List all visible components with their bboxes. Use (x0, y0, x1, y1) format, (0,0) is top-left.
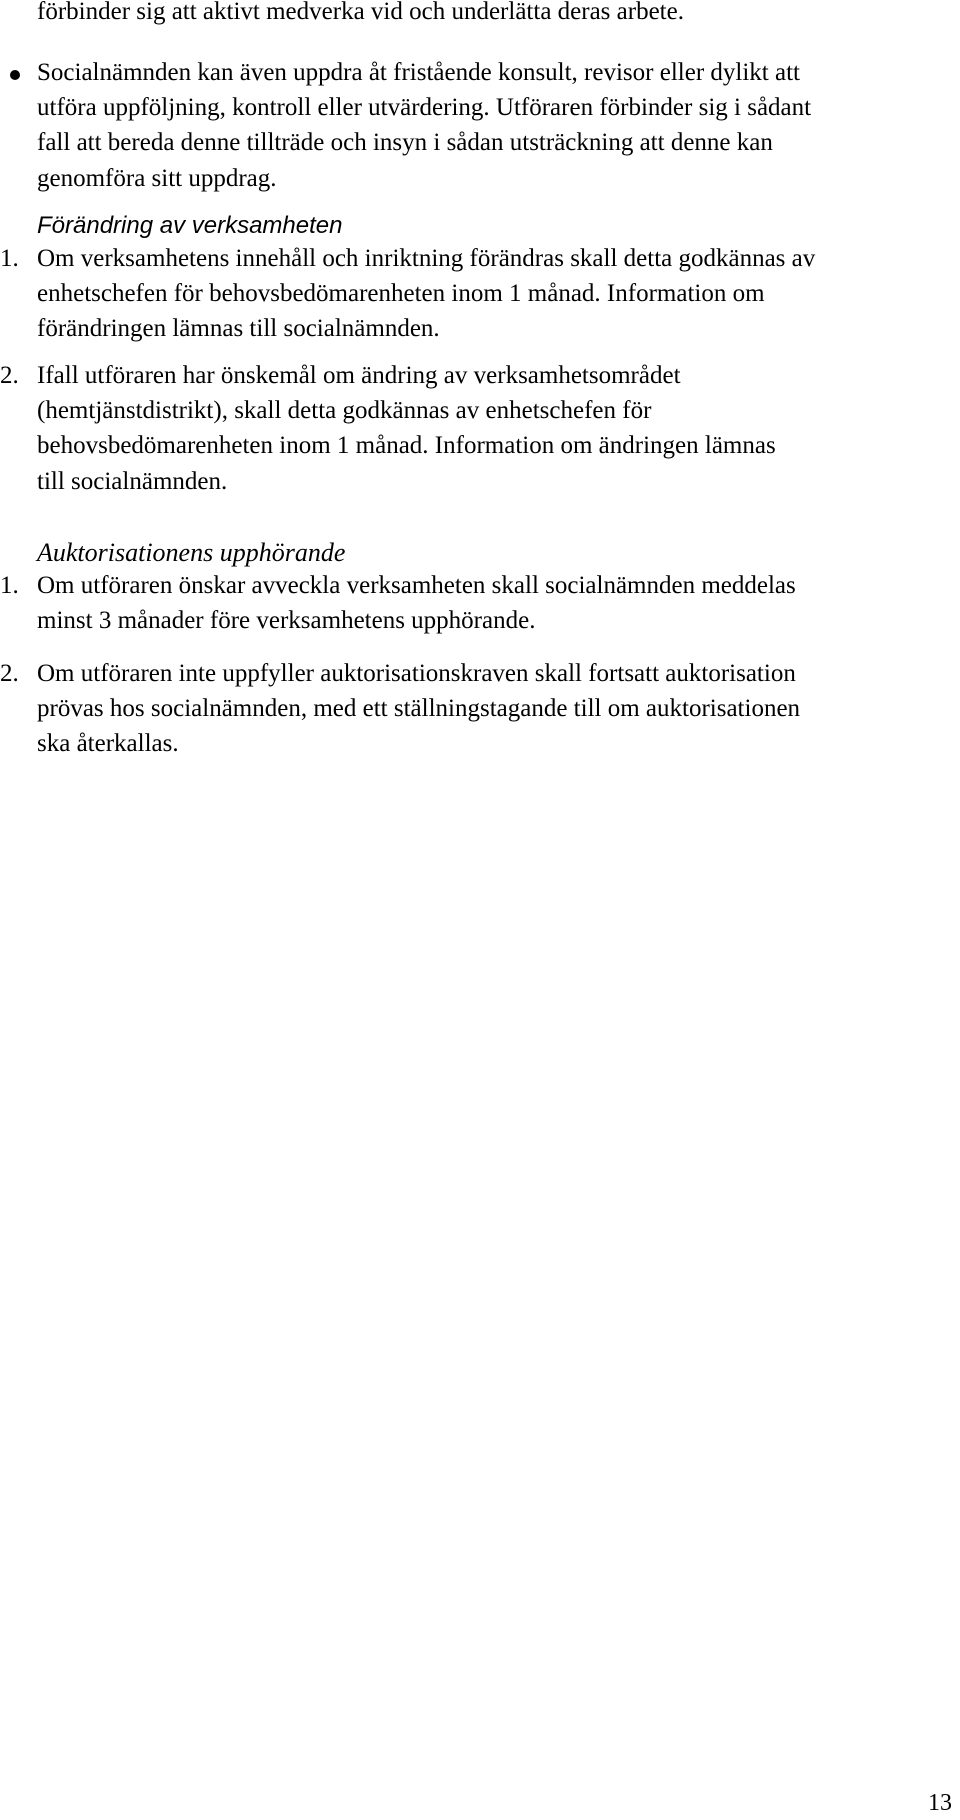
list-item-text: Ifall utföraren har önskemål om ändring av verksamhetsområdet (hemtjänstdistrikt), skall detta godkännas av enhetschefen för behovsbedömarenheten inom 1 månad. Information om ändringen lämnas till socialnämnden. (37, 362, 776, 495)
list-item-number: 2. (0, 362, 19, 389)
bullet-paragraph: Socialnämnden kan även uppdra åt fristående konsult, revisor eller dylikt att utföra uppföljning, kontroll eller utvärdering. Utföraren förbinder sig i sådant fall att bereda denne tillträde och insyn i sådan utsträckning att denne kan genomföra sitt uppdrag. (37, 59, 812, 192)
list-item-text: Om utföraren inte uppfyller auktorisationskraven skall fortsatt auktorisation prövas hos socialnämnden, med ett ställningstagande till om auktorisationen ska återkallas. (37, 660, 801, 758)
list-item-number: 1. (0, 245, 19, 272)
list-item-text: Om verksamhetens innehåll och inriktning förändras skall detta godkännas av enhetschefen för behovsbedömarenheten inom 1 månad. Information om förändringen lämnas till socialnämnden. (37, 245, 816, 343)
page-number: 13 (928, 1790, 952, 1816)
bullet-icon (10, 70, 20, 80)
continuation-line: förbinder sig att aktivt medverka vid och underlätta deras arbete. (37, 0, 684, 25)
section-heading-verksamhet: Förändring av verksamheten (37, 212, 343, 239)
section-heading-upphorande: Auktorisationens upphörande (37, 538, 346, 567)
list-item-text: Om utföraren önskar avveckla verksamheten skall socialnämnden meddelas minst 3 månader före verksamhetens upphörande. (37, 572, 796, 635)
list-item-number: 1. (0, 572, 19, 599)
list-item-number: 2. (0, 660, 19, 687)
